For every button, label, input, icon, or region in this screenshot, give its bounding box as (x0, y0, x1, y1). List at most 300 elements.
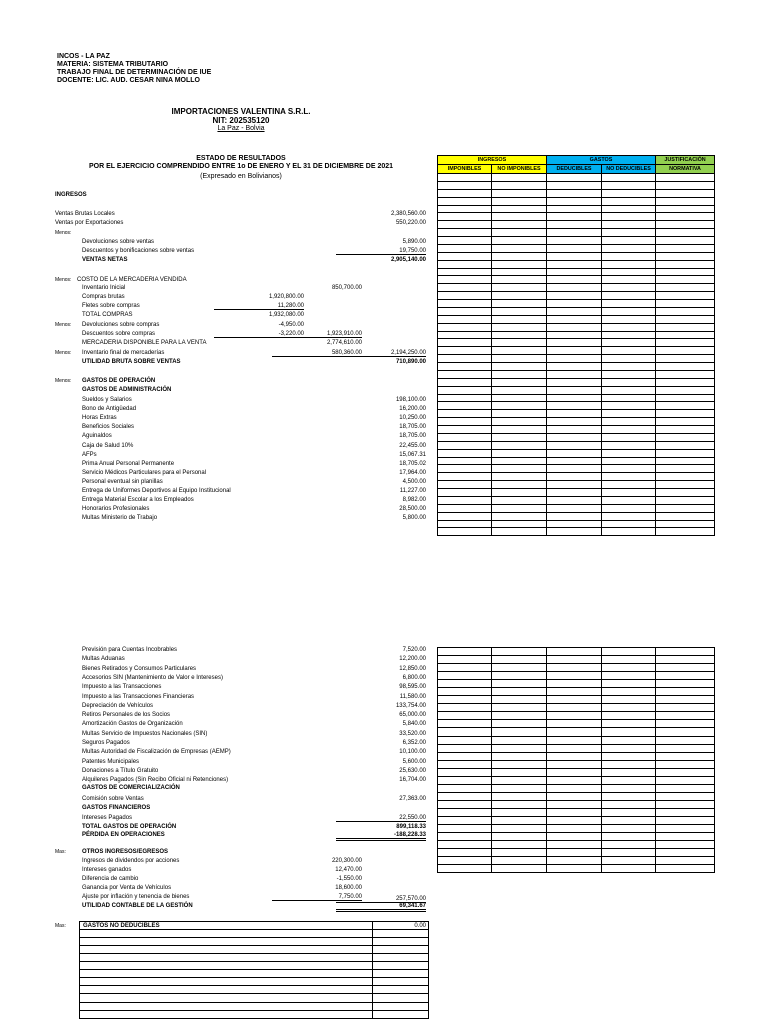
grid-cell[interactable] (602, 704, 656, 712)
grid-cell[interactable] (492, 433, 547, 441)
grid-cell[interactable] (602, 307, 656, 315)
grid-cell[interactable] (547, 441, 602, 449)
grid-cell[interactable] (656, 252, 715, 260)
grid-cell[interactable] (656, 284, 715, 292)
grid-cell[interactable] (656, 370, 715, 378)
grid-cell[interactable] (656, 378, 715, 386)
grid-cell[interactable] (602, 244, 656, 252)
grid-cell[interactable] (438, 465, 492, 473)
grid-cell[interactable] (656, 504, 715, 512)
grid-cell[interactable] (80, 954, 373, 962)
grid-cell[interactable] (492, 680, 547, 688)
grid-cell[interactable] (492, 736, 547, 744)
grid-cell[interactable] (492, 402, 547, 410)
grid-cell[interactable] (602, 481, 656, 489)
grid-cell[interactable] (547, 728, 602, 736)
grid-cell[interactable] (656, 656, 715, 664)
grid-cell[interactable] (602, 784, 656, 792)
grid-cell[interactable] (373, 978, 429, 986)
grid-cell[interactable] (438, 664, 492, 672)
grid-cell[interactable] (492, 229, 547, 237)
grid-cell[interactable] (547, 300, 602, 308)
grid-cell[interactable] (602, 664, 656, 672)
grid-cell[interactable] (547, 816, 602, 824)
grid-cell[interactable] (547, 323, 602, 331)
grid-cell[interactable] (656, 672, 715, 680)
grid-cell[interactable] (602, 378, 656, 386)
grid-cell[interactable] (656, 857, 715, 865)
grid-cell[interactable] (438, 292, 492, 300)
grid-cell[interactable] (438, 307, 492, 315)
grid-cell[interactable] (656, 696, 715, 704)
grid-cell[interactable] (492, 800, 547, 808)
grid-cell[interactable] (656, 680, 715, 688)
grid-cell[interactable] (547, 347, 602, 355)
grid-cell[interactable] (602, 808, 656, 816)
grid-cell[interactable] (438, 656, 492, 664)
grid-cell[interactable] (656, 752, 715, 760)
grid-cell[interactable] (492, 284, 547, 292)
grid-cell[interactable] (656, 816, 715, 824)
grid-cell[interactable] (547, 213, 602, 221)
grid-cell[interactable] (438, 221, 492, 229)
grid-cell[interactable] (492, 808, 547, 816)
grid-cell[interactable] (373, 986, 429, 994)
grid-cell[interactable] (656, 189, 715, 197)
grid-cell[interactable] (602, 229, 656, 237)
grid-cell[interactable] (492, 473, 547, 481)
grid-cell[interactable] (656, 213, 715, 221)
grid-cell[interactable] (492, 664, 547, 672)
grid-cell[interactable] (602, 849, 656, 857)
grid-cell[interactable] (438, 768, 492, 776)
grid-cell[interactable] (602, 331, 656, 339)
grid-cell[interactable] (602, 825, 656, 833)
grid-cell[interactable] (438, 410, 492, 418)
grid-cell[interactable] (492, 784, 547, 792)
grid-cell[interactable] (656, 648, 715, 656)
grid-cell[interactable] (656, 865, 715, 873)
grid-cell[interactable] (656, 347, 715, 355)
grid-cell[interactable] (547, 449, 602, 457)
grid-cell[interactable] (438, 825, 492, 833)
grid-cell[interactable] (602, 865, 656, 873)
grid-cell[interactable] (656, 197, 715, 205)
grid-cell[interactable] (492, 656, 547, 664)
grid-cell[interactable] (492, 292, 547, 300)
grid-cell[interactable] (602, 857, 656, 865)
grid-cell[interactable] (656, 315, 715, 323)
grid-cell[interactable] (438, 449, 492, 457)
grid-cell[interactable] (656, 441, 715, 449)
grid-cell[interactable] (492, 307, 547, 315)
grid-cell[interactable] (373, 970, 429, 978)
grid-cell[interactable] (656, 386, 715, 394)
grid-cell[interactable] (438, 331, 492, 339)
grid-cell[interactable] (656, 268, 715, 276)
grid-cell[interactable] (547, 808, 602, 816)
grid-cell[interactable] (438, 520, 492, 528)
grid-cell[interactable] (656, 473, 715, 481)
grid-cell[interactable] (438, 426, 492, 434)
grid-cell[interactable] (602, 315, 656, 323)
grid-cell[interactable] (602, 457, 656, 465)
grid-cell[interactable] (602, 648, 656, 656)
grid-cell[interactable] (492, 237, 547, 245)
grid-cell[interactable] (438, 386, 492, 394)
grid-cell[interactable] (656, 744, 715, 752)
grid-cell[interactable] (656, 728, 715, 736)
grid-cell[interactable] (492, 323, 547, 331)
grid-cell[interactable] (656, 221, 715, 229)
grid-cell[interactable] (492, 768, 547, 776)
grid-cell[interactable] (438, 268, 492, 276)
grid-cell[interactable] (438, 237, 492, 245)
grid-cell[interactable] (438, 441, 492, 449)
grid-cell[interactable] (438, 688, 492, 696)
grid-cell[interactable] (438, 229, 492, 237)
grid-cell[interactable] (547, 292, 602, 300)
grid-cell[interactable] (656, 712, 715, 720)
grid-cell[interactable] (492, 825, 547, 833)
grid-cell[interactable] (656, 394, 715, 402)
grid-cell[interactable] (438, 355, 492, 363)
grid-cell[interactable] (492, 174, 547, 182)
grid-cell[interactable] (492, 300, 547, 308)
grid-cell[interactable] (373, 994, 429, 1002)
grid-cell[interactable] (656, 481, 715, 489)
grid-cell[interactable] (547, 244, 602, 252)
grid-cell[interactable] (80, 962, 373, 970)
grid-cell[interactable] (438, 394, 492, 402)
grid-cell[interactable] (602, 512, 656, 520)
grid-cell[interactable] (547, 712, 602, 720)
grid-cell[interactable] (492, 728, 547, 736)
grid-cell[interactable] (547, 528, 602, 536)
grid-cell[interactable] (547, 473, 602, 481)
grid-cell[interactable] (547, 205, 602, 213)
grid-cell[interactable] (492, 841, 547, 849)
grid-cell[interactable] (656, 174, 715, 182)
grid-cell[interactable] (438, 489, 492, 497)
grid-cell[interactable] (602, 680, 656, 688)
grid-cell[interactable] (656, 355, 715, 363)
grid-cell[interactable] (602, 394, 656, 402)
grid-cell[interactable] (492, 720, 547, 728)
grid-cell[interactable] (492, 849, 547, 857)
grid-cell[interactable] (492, 792, 547, 800)
grid-cell[interactable] (547, 457, 602, 465)
grid-cell[interactable] (438, 276, 492, 284)
grid-cell[interactable] (80, 986, 373, 994)
grid-cell[interactable] (438, 433, 492, 441)
grid-cell[interactable] (373, 938, 429, 946)
grid-cell[interactable] (438, 833, 492, 841)
grid-cell[interactable] (547, 744, 602, 752)
grid-cell[interactable] (656, 323, 715, 331)
grid-cell[interactable] (492, 744, 547, 752)
grid-cell[interactable] (602, 496, 656, 504)
grid-cell[interactable] (438, 744, 492, 752)
grid-cell[interactable] (492, 410, 547, 418)
grid-cell[interactable] (602, 776, 656, 784)
grid-cell[interactable] (656, 307, 715, 315)
grid-cell[interactable] (656, 331, 715, 339)
grid-cell[interactable] (656, 825, 715, 833)
grid-cell[interactable] (547, 688, 602, 696)
grid-cell[interactable] (492, 189, 547, 197)
grid-cell[interactable] (656, 664, 715, 672)
grid-cell[interactable] (547, 656, 602, 664)
grid-cell[interactable] (547, 237, 602, 245)
grid-cell[interactable] (438, 808, 492, 816)
grid-cell[interactable] (492, 712, 547, 720)
grid-cell[interactable] (547, 229, 602, 237)
grid-cell[interactable] (547, 648, 602, 656)
grid-cell[interactable] (602, 841, 656, 849)
grid-cell[interactable] (438, 849, 492, 857)
grid-cell[interactable] (547, 174, 602, 182)
grid-cell[interactable] (656, 808, 715, 816)
grid-cell[interactable] (547, 197, 602, 205)
grid-cell[interactable] (492, 481, 547, 489)
grid-cell[interactable] (547, 512, 602, 520)
grid-cell[interactable] (438, 865, 492, 873)
grid-cell[interactable] (602, 728, 656, 736)
grid-cell[interactable] (547, 841, 602, 849)
grid-cell[interactable] (602, 418, 656, 426)
grid-cell[interactable] (438, 496, 492, 504)
grid-cell[interactable] (656, 426, 715, 434)
grid-cell[interactable] (438, 760, 492, 768)
grid-cell[interactable] (547, 370, 602, 378)
grid-cell[interactable] (438, 816, 492, 824)
grid-cell[interactable] (602, 752, 656, 760)
grid-cell[interactable] (547, 680, 602, 688)
grid-cell[interactable] (602, 370, 656, 378)
grid-cell[interactable] (438, 481, 492, 489)
grid-cell[interactable] (656, 457, 715, 465)
grid-cell[interactable] (492, 489, 547, 497)
grid-cell[interactable] (656, 402, 715, 410)
grid-cell[interactable] (602, 760, 656, 768)
grid-cell[interactable] (547, 339, 602, 347)
grid-cell[interactable] (602, 323, 656, 331)
grid-cell[interactable] (438, 252, 492, 260)
grid-cell[interactable] (438, 260, 492, 268)
grid-cell[interactable] (492, 181, 547, 189)
grid-cell[interactable] (492, 648, 547, 656)
grid-cell[interactable] (547, 268, 602, 276)
grid-cell[interactable] (438, 784, 492, 792)
grid-cell[interactable] (602, 339, 656, 347)
grid-cell[interactable] (492, 197, 547, 205)
grid-cell[interactable] (547, 252, 602, 260)
grid-cell[interactable] (492, 704, 547, 712)
grid-cell[interactable] (602, 174, 656, 182)
grid-cell[interactable] (602, 426, 656, 434)
grid-cell[interactable] (656, 244, 715, 252)
grid-cell[interactable] (438, 752, 492, 760)
grid-cell[interactable] (547, 768, 602, 776)
grid-cell[interactable] (547, 260, 602, 268)
grid-cell[interactable] (547, 520, 602, 528)
grid-cell[interactable] (547, 307, 602, 315)
grid-cell[interactable] (656, 833, 715, 841)
grid-cell[interactable] (492, 244, 547, 252)
grid-cell[interactable] (602, 402, 656, 410)
grid-cell[interactable] (438, 648, 492, 656)
grid-cell[interactable] (492, 865, 547, 873)
grid-cell[interactable] (602, 213, 656, 221)
grid-cell[interactable] (547, 504, 602, 512)
grid-cell[interactable] (602, 355, 656, 363)
grid-cell[interactable] (547, 489, 602, 497)
grid-cell[interactable] (492, 512, 547, 520)
grid-cell[interactable] (438, 776, 492, 784)
grid-cell[interactable] (492, 378, 547, 386)
grid-cell[interactable] (80, 994, 373, 1002)
grid-cell[interactable] (602, 300, 656, 308)
grid-cell[interactable] (547, 849, 602, 857)
grid-cell[interactable] (492, 363, 547, 371)
grid-cell[interactable] (492, 386, 547, 394)
grid-cell[interactable] (547, 720, 602, 728)
grid-cell[interactable] (656, 300, 715, 308)
grid-cell[interactable] (438, 504, 492, 512)
grid-cell[interactable] (547, 752, 602, 760)
grid-cell[interactable] (656, 736, 715, 744)
grid-cell[interactable] (492, 504, 547, 512)
grid-cell[interactable] (438, 736, 492, 744)
grid-cell[interactable] (492, 205, 547, 213)
grid-cell[interactable] (602, 260, 656, 268)
grid-cell[interactable] (547, 386, 602, 394)
grid-cell[interactable] (438, 473, 492, 481)
grid-cell[interactable] (602, 768, 656, 776)
grid-cell[interactable] (373, 954, 429, 962)
grid-cell[interactable] (547, 394, 602, 402)
grid-cell[interactable] (373, 1010, 429, 1018)
grid-cell[interactable] (602, 237, 656, 245)
grid-cell[interactable] (656, 418, 715, 426)
grid-cell[interactable] (438, 728, 492, 736)
grid-cell[interactable] (656, 760, 715, 768)
grid-cell[interactable] (547, 800, 602, 808)
grid-cell[interactable] (438, 213, 492, 221)
grid-cell[interactable] (438, 174, 492, 182)
grid-cell[interactable] (438, 347, 492, 355)
grid-cell[interactable] (492, 833, 547, 841)
grid-cell[interactable] (492, 457, 547, 465)
grid-cell[interactable] (656, 704, 715, 712)
grid-cell[interactable] (492, 315, 547, 323)
grid-cell[interactable] (438, 418, 492, 426)
grid-cell[interactable] (373, 946, 429, 954)
grid-cell[interactable] (656, 205, 715, 213)
grid-cell[interactable] (80, 1010, 373, 1018)
grid-cell[interactable] (547, 776, 602, 784)
grid-cell[interactable] (492, 268, 547, 276)
grid-cell[interactable] (438, 792, 492, 800)
grid-cell[interactable] (492, 355, 547, 363)
grid-cell[interactable] (656, 465, 715, 473)
grid-cell[interactable] (602, 720, 656, 728)
grid-cell[interactable] (492, 213, 547, 221)
grid-cell[interactable] (547, 426, 602, 434)
grid-cell[interactable] (656, 841, 715, 849)
grid-cell[interactable] (602, 252, 656, 260)
grid-cell[interactable] (656, 496, 715, 504)
grid-cell[interactable] (80, 946, 373, 954)
grid-cell[interactable] (656, 800, 715, 808)
grid-cell[interactable] (80, 970, 373, 978)
grid-cell[interactable] (656, 792, 715, 800)
grid-cell[interactable] (656, 720, 715, 728)
grid-cell[interactable] (438, 402, 492, 410)
grid-cell[interactable] (602, 386, 656, 394)
grid-cell[interactable] (602, 696, 656, 704)
grid-cell[interactable] (547, 792, 602, 800)
grid-cell[interactable] (602, 292, 656, 300)
grid-cell[interactable] (602, 744, 656, 752)
grid-cell[interactable] (373, 962, 429, 970)
grid-cell[interactable] (438, 370, 492, 378)
grid-cell[interactable] (656, 292, 715, 300)
grid-cell[interactable] (547, 825, 602, 833)
grid-cell[interactable] (492, 449, 547, 457)
grid-cell[interactable] (602, 181, 656, 189)
grid-cell[interactable] (602, 688, 656, 696)
grid-cell[interactable] (602, 410, 656, 418)
grid-cell[interactable] (373, 930, 429, 938)
grid-cell[interactable] (438, 323, 492, 331)
grid-cell[interactable] (438, 704, 492, 712)
grid-cell[interactable] (602, 489, 656, 497)
grid-cell[interactable] (602, 792, 656, 800)
grid-cell[interactable] (602, 441, 656, 449)
grid-cell[interactable] (656, 410, 715, 418)
grid-cell[interactable] (438, 284, 492, 292)
grid-cell[interactable] (492, 696, 547, 704)
grid-cell[interactable] (438, 712, 492, 720)
grid-cell[interactable] (547, 664, 602, 672)
grid-cell[interactable] (492, 260, 547, 268)
grid-cell[interactable] (438, 244, 492, 252)
grid-cell[interactable] (438, 696, 492, 704)
grid-cell[interactable] (602, 833, 656, 841)
grid-cell[interactable] (656, 520, 715, 528)
grid-cell[interactable] (547, 496, 602, 504)
grid-cell[interactable] (438, 512, 492, 520)
grid-cell[interactable] (602, 672, 656, 680)
grid-cell[interactable] (547, 696, 602, 704)
grid-cell[interactable] (602, 189, 656, 197)
grid-cell[interactable] (656, 339, 715, 347)
grid-cell[interactable] (602, 205, 656, 213)
grid-cell[interactable] (602, 520, 656, 528)
grid-cell[interactable] (547, 181, 602, 189)
grid-cell[interactable] (492, 339, 547, 347)
grid-cell[interactable] (80, 938, 373, 946)
grid-cell[interactable] (547, 363, 602, 371)
grid-cell[interactable] (656, 528, 715, 536)
grid-cell[interactable] (547, 736, 602, 744)
grid-cell[interactable] (438, 189, 492, 197)
grid-cell[interactable] (602, 276, 656, 284)
grid-cell[interactable] (656, 768, 715, 776)
grid-cell[interactable] (602, 712, 656, 720)
